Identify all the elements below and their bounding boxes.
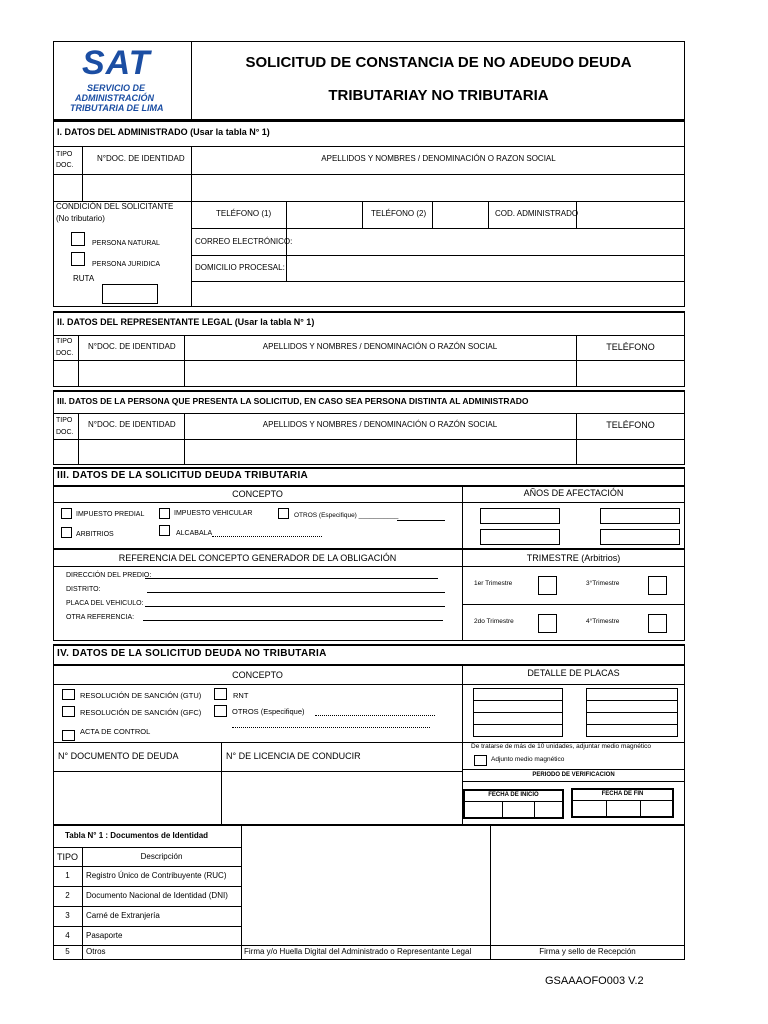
firma-admin-label: Firma y/o Huella Digital del Administrado o Representante Legal <box>244 947 472 956</box>
tabla-row-desc: Carné de Extranjería <box>86 911 160 920</box>
tabla-col-desc: Descripción <box>140 852 183 861</box>
trimestre-4-label: 4°Trimestre <box>586 618 620 625</box>
condicion-label: CONDICIÓN DEL SOLICITANTE <box>56 202 174 211</box>
ruta-label: RUTA <box>73 274 95 283</box>
sat-logo-line3: TRIBUTARIA DE LIMA <box>70 103 164 113</box>
tabla-row-tipo: 5 <box>65 947 70 956</box>
nota-medio: De tratarse de más de 10 unidades, adjuntar medio magnético <box>471 743 651 750</box>
concepto-label: CONCEPTO <box>232 670 283 680</box>
impuesto-vehicular-label: IMPUESTO VEHICULAR <box>174 510 253 517</box>
otros-label: OTROS (Especifique) ___________ <box>294 512 399 519</box>
section-i-title: I. DATOS DEL ADMINISTRADO (Usar la tabla N° 1) <box>57 127 270 137</box>
tabla-row-desc: Registro Único de Contribuyente (RUC) <box>86 871 227 880</box>
anio-input-3[interactable] <box>480 529 560 545</box>
ndoc-label: N°DOC. DE IDENTIDAD <box>88 420 176 429</box>
otros-checkbox[interactable] <box>214 705 227 717</box>
trimestre-label: TRIMESTRE (Arbitrios) <box>526 553 621 563</box>
condicion-label2: (No tributario) <box>56 214 105 223</box>
otros-label: OTROS (Especifique) <box>232 707 305 716</box>
sat-logo: SAT <box>82 44 151 82</box>
tipo-doc-label2: DOC. <box>56 162 74 169</box>
telefono-label: TELÉFONO <box>606 420 655 430</box>
nlicencia-label: N° DE LICENCIA DE CONDUCIR <box>226 751 361 761</box>
detalle-label: DETALLE DE PLACAS <box>527 668 620 678</box>
tabla-row-tipo: 1 <box>65 871 70 880</box>
anios-label: AÑOS DE AFECTACIÓN <box>523 488 624 498</box>
persona-natural-checkbox[interactable] <box>71 232 85 246</box>
tabla-row-desc: Pasaporte <box>86 931 123 940</box>
apellidos-label: APELLIDOS Y NOMBRES / DENOMINACIÓN O RAZÓN SOCIAL <box>262 420 498 429</box>
adjunto-label: Adjunto medio magnético <box>491 756 565 763</box>
trimestre-2-label: 2do Trimestre <box>474 618 514 625</box>
apellidos-label: APELLIDOS Y NOMBRES / DENOMINACIÓN O RAZON SOCIAL <box>321 154 556 163</box>
header-divider <box>191 41 192 120</box>
telefono1-label: TELÉFONO (1) <box>216 209 272 218</box>
form-title-line1: SOLICITUD DE CONSTANCIA DE NO ADEUDO DEUDA <box>245 54 632 71</box>
trimestre-4-checkbox[interactable] <box>648 614 667 633</box>
tipo-doc-label: TIPO <box>56 151 73 158</box>
form-title-line2: TRIBUTARIAY NO TRIBUTARIA <box>328 87 549 104</box>
res-gtu-checkbox[interactable] <box>62 689 75 700</box>
section-iv-title: IV. DATOS DE LA SOLICITUD DEUDA NO TRIBUTARIA <box>57 648 327 659</box>
correo-label: CORREO ELECTRÓNICO: <box>195 237 293 246</box>
res-gfc-label: RESOLUCIÓN DE SANCIÓN (GFC) <box>80 708 202 717</box>
ndoc-label: N°DOC. DE IDENTIDAD <box>97 154 185 163</box>
arbitrios-checkbox[interactable] <box>61 527 72 538</box>
tabla-row-tipo: 4 <box>65 931 70 940</box>
ruta-input[interactable] <box>102 284 158 304</box>
trimestre-2-checkbox[interactable] <box>538 614 557 633</box>
trimestre-1-checkbox[interactable] <box>538 576 557 595</box>
periodo-label: PERIODO DE VERIFICACION <box>532 772 615 778</box>
acta-label: ACTA DE CONTROL <box>80 727 151 736</box>
tipo-doc-label: TIPO <box>56 417 73 424</box>
tabla-row-tipo: 2 <box>65 891 70 900</box>
section-iii-title: III. DATOS DE LA SOLICITUD DEUDA TRIBUTARIA <box>57 470 309 481</box>
anio-input-2[interactable] <box>600 508 680 524</box>
tabla-row-desc: Documento Nacional de Identidad (DNI) <box>86 891 228 900</box>
alcabala-label: ALCABALA <box>176 530 213 537</box>
trimestre-1-label: 1er Trimestre <box>474 580 513 587</box>
persona-natural-label: PERSONA NATURAL <box>92 240 160 247</box>
apellidos-label: APELLIDOS Y NOMBRES / DENOMINACIÓN O RAZÓN SOCIAL <box>262 342 498 351</box>
arbitrios-label: ARBITRIOS <box>76 531 114 538</box>
persona-juridica-label: PERSONA JURIDICA <box>92 261 161 268</box>
anio-input-1[interactable] <box>480 508 560 524</box>
res-gfc-checkbox[interactable] <box>62 706 75 717</box>
otros-checkbox[interactable] <box>278 508 289 519</box>
tipo-doc-label2: DOC. <box>56 350 74 357</box>
placa-label: PLACA DEL VEHICULO: <box>66 600 144 607</box>
fecha-inicio-label: FECHA DE INICIO <box>488 792 539 798</box>
section-iii-persona-title: III. DATOS DE LA PERSONA QUE PRESENTA LA SOLICITUD, EN CASO SEA PERSONA DISTINTA AL ADMINISTRADO <box>57 396 529 406</box>
trimestre-3-label: 3°Trimestre <box>586 580 620 587</box>
section-i <box>53 120 685 307</box>
impuesto-predial-checkbox[interactable] <box>61 508 72 519</box>
persona-juridica-checkbox[interactable] <box>71 252 85 266</box>
ndoc-deuda-label: N° DOCUMENTO DE DEUDA <box>58 751 179 761</box>
tipo-doc-label2: DOC. <box>56 429 74 436</box>
direccion-label: DIRECCIÓN DEL PREDIO: <box>66 572 152 579</box>
alcabala-checkbox[interactable] <box>159 525 170 536</box>
impuesto-predial-label: IMPUESTO PREDIAL <box>76 511 145 518</box>
sat-logo-line1: SERVICIO DE <box>87 83 146 93</box>
section-ii-title: II. DATOS DEL REPRESENTANTE LEGAL (Usar la tabla N° 1) <box>57 317 315 327</box>
anio-input-4[interactable] <box>600 529 680 545</box>
sat-logo-line2: ADMINISTRACIÓN <box>75 93 154 103</box>
impuesto-vehicular-checkbox[interactable] <box>159 508 170 519</box>
res-gtu-label: RESOLUCIÓN DE SANCIÓN (GTU) <box>80 691 202 700</box>
ndoc-label: N°DOC. DE IDENTIDAD <box>88 342 176 351</box>
rnt-checkbox[interactable] <box>214 688 227 700</box>
tabla-col-tipo: TIPO <box>56 852 78 862</box>
tabla-row-desc: Otros <box>86 947 106 956</box>
tabla-title: Tabla N° 1 : Documentos de Identidad <box>65 831 209 840</box>
telefono-label: TELÉFONO <box>606 342 655 352</box>
acta-checkbox[interactable] <box>62 730 75 741</box>
tipo-doc-label: TIPO <box>56 338 73 345</box>
firma-recepcion-label: Firma y sello de Recepción <box>539 947 636 956</box>
referencia-label: REFERENCIA DEL CONCEPTO GENERADOR DE LA OBLIGACIÓN <box>118 553 397 563</box>
telefono2-label: TELÉFONO (2) <box>371 209 427 218</box>
rnt-label: RNT <box>233 691 249 700</box>
domicilio-label: DOMICILIO PROCESAL: <box>195 263 285 272</box>
cod-admin-label: COD. ADMINISTRADO <box>495 209 579 218</box>
form-code: GSAAAOFO003 V.2 <box>545 975 644 987</box>
tabla-row-tipo: 3 <box>65 911 70 920</box>
trimestre-3-checkbox[interactable] <box>648 576 667 595</box>
distrito-label: DISTRITO: <box>66 586 101 593</box>
otra-ref-label: OTRA REFERENCIA: <box>66 614 135 621</box>
fecha-fin-label: FECHA DE FIN <box>601 791 644 797</box>
adjunto-checkbox[interactable] <box>474 755 487 766</box>
concepto-label: CONCEPTO <box>232 489 283 499</box>
